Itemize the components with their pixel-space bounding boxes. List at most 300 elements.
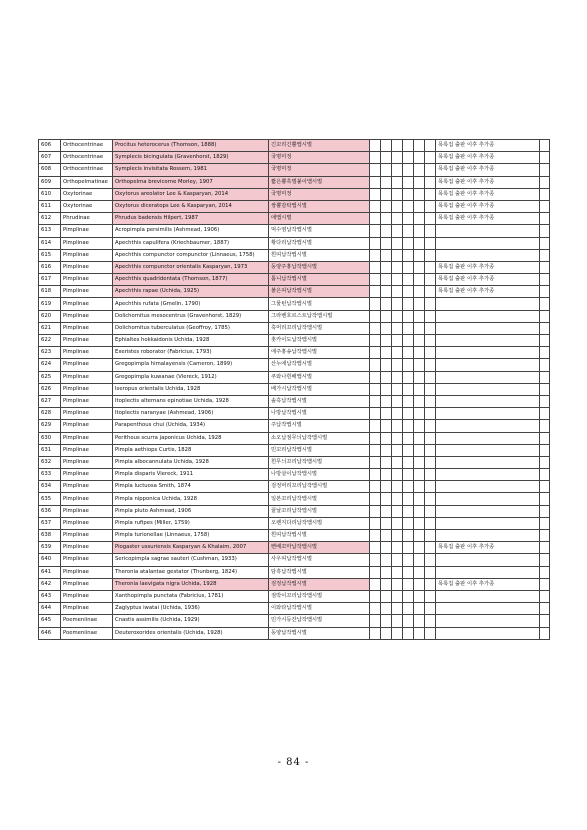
scientific-name-cell: Gregopimpla kuwanae (Viereck, 1912) <box>113 371 269 383</box>
note-cell <box>436 469 540 481</box>
empty-cell <box>425 310 436 322</box>
empty-cell <box>381 249 392 261</box>
korean-name-cell: 국명미정 <box>269 188 370 200</box>
empty-cell <box>540 420 550 432</box>
empty-cell <box>381 493 392 505</box>
note-cell <box>436 530 540 542</box>
note-cell <box>436 615 540 627</box>
empty-cell <box>414 469 425 481</box>
subfamily-cell: Pimplinae <box>61 347 113 359</box>
subfamily-cell: Poemeniinae <box>61 627 113 639</box>
empty-cell <box>425 590 436 602</box>
note-cell: 목록집 출판 이후 추가종 <box>436 261 540 273</box>
empty-cell <box>540 542 550 554</box>
empty-cell <box>381 530 392 542</box>
empty-cell <box>540 200 550 212</box>
empty-cell <box>392 188 403 200</box>
subfamily-cell: Pimplinae <box>61 335 113 347</box>
table-row <box>39 200 550 212</box>
row-number: 616 <box>39 261 61 273</box>
note-cell: 목록집 출판 이후 추가종 <box>436 274 540 286</box>
scientific-name-cell: Apechthis quadridentata (Thomson, 1877) <box>113 274 269 286</box>
note-cell <box>436 444 540 456</box>
empty-cell <box>414 225 425 237</box>
korean-name-cell: 사우띠납작맵시벌 <box>269 554 370 566</box>
empty-cell <box>392 371 403 383</box>
empty-cell <box>392 432 403 444</box>
table-row <box>39 493 550 505</box>
row-number: 634 <box>39 481 61 493</box>
scientific-name-cell: Itoplectis alternans epinotiae Uchida, 1928 <box>113 395 269 407</box>
empty-cell <box>403 359 414 371</box>
empty-cell <box>381 481 392 493</box>
empty-cell <box>370 444 381 456</box>
note-cell <box>436 505 540 517</box>
note-cell <box>436 420 540 432</box>
korean-name-cell: 붉은띠납작맵시벌 <box>269 286 370 298</box>
korean-name-cell: 쌍뿔감탁맵시벌 <box>269 200 370 212</box>
table-row <box>39 517 550 529</box>
empty-cell <box>381 542 392 554</box>
note-cell <box>436 432 540 444</box>
empty-cell <box>392 359 403 371</box>
subfamily-cell: Pimplinae <box>61 261 113 273</box>
note-cell <box>436 371 540 383</box>
empty-cell <box>392 395 403 407</box>
empty-cell <box>414 456 425 468</box>
empty-cell <box>381 505 392 517</box>
scientific-name-cell: Apechthis capulifera (Kriechbaumer, 1887) <box>113 237 269 249</box>
empty-cell <box>540 469 550 481</box>
table-row <box>39 420 550 432</box>
empty-cell <box>540 517 550 529</box>
empty-cell <box>381 237 392 249</box>
subfamily-cell: Pimplinae <box>61 286 113 298</box>
empty-cell <box>414 322 425 334</box>
korean-name-cell: 톱니납작맵시벌 <box>269 274 370 286</box>
korean-name-cell: 동양주홍납작맵시벌 <box>269 261 370 273</box>
scientific-name-cell: Sericopimpla sagrae sauteri (Cushman, 1933) <box>113 554 269 566</box>
scientific-name-cell: Pimpla luctuosa Smith, 1874 <box>113 481 269 493</box>
empty-cell <box>540 347 550 359</box>
empty-cell <box>425 530 436 542</box>
empty-cell <box>392 213 403 225</box>
scientific-name-cell: Oxytorus diceratops Lee & Kasparyan, 2014 <box>113 200 269 212</box>
scientific-name-cell: Phrudus badensis Hilpert, 1987 <box>113 213 269 225</box>
scientific-name-cell: Apechthis compunctor orientalis Kasparyan, 1973 <box>113 261 269 273</box>
table-row <box>39 249 550 261</box>
empty-cell <box>540 359 550 371</box>
empty-cell <box>540 566 550 578</box>
korean-name-cell: 일본꼬리납작맵시벌 <box>269 493 370 505</box>
empty-cell <box>425 408 436 420</box>
empty-cell <box>414 164 425 176</box>
empty-cell <box>540 176 550 188</box>
empty-cell <box>425 554 436 566</box>
row-number: 619 <box>39 298 61 310</box>
korean-name-cell: 애맵시벌 <box>269 213 370 225</box>
row-number: 612 <box>39 213 61 225</box>
empty-cell <box>381 371 392 383</box>
empty-cell <box>540 371 550 383</box>
korean-name-cell: 짧은뿔혹벌붙이맵시벌 <box>269 176 370 188</box>
korean-name-cell: 배가시납작맵시벌 <box>269 383 370 395</box>
empty-cell <box>392 164 403 176</box>
empty-cell <box>540 188 550 200</box>
page-number: - 84 - <box>277 757 310 768</box>
note-cell <box>436 627 540 639</box>
empty-cell <box>425 225 436 237</box>
empty-cell <box>425 615 436 627</box>
table-row <box>39 615 550 627</box>
empty-cell <box>403 286 414 298</box>
empty-cell <box>381 554 392 566</box>
empty-cell <box>381 444 392 456</box>
empty-cell <box>540 456 550 468</box>
scientific-name-cell: Itoplectis naranyae (Ashmead, 1906) <box>113 408 269 420</box>
table-row <box>39 590 550 602</box>
korean-name-cell: 검정납작맵시벌 <box>269 578 370 590</box>
empty-cell <box>370 542 381 554</box>
subfamily-cell: Pimplinae <box>61 274 113 286</box>
empty-cell <box>414 444 425 456</box>
note-cell: 목록집 출판 이후 추가종 <box>436 542 540 554</box>
empty-cell <box>381 408 392 420</box>
row-number: 631 <box>39 444 61 456</box>
row-number: 629 <box>39 420 61 432</box>
empty-cell <box>414 237 425 249</box>
empty-cell <box>540 505 550 517</box>
empty-cell <box>425 298 436 310</box>
empty-cell <box>403 408 414 420</box>
table-row <box>39 274 550 286</box>
note-cell: 목록집 출판 이후 추가종 <box>436 200 540 212</box>
empty-cell <box>414 627 425 639</box>
empty-cell <box>370 615 381 627</box>
scientific-name-cell: Dolichomitus tuberculatus (Geoffroy, 1785) <box>113 322 269 334</box>
subfamily-cell: Pimplinae <box>61 371 113 383</box>
subfamily-cell: Orthocentrinae <box>61 140 113 152</box>
empty-cell <box>414 530 425 542</box>
empty-cell <box>392 335 403 347</box>
empty-cell <box>392 261 403 273</box>
row-number: 622 <box>39 335 61 347</box>
scientific-name-cell: Exeristes roborator (Fabricius, 1793) <box>113 347 269 359</box>
empty-cell <box>540 408 550 420</box>
scientific-name-cell: Pimpla disparis Viereck, 1911 <box>113 469 269 481</box>
row-number: 632 <box>39 456 61 468</box>
subfamily-cell: Pimplinae <box>61 432 113 444</box>
empty-cell <box>370 578 381 590</box>
korean-name-cell: 국명미정 <box>269 152 370 164</box>
empty-cell <box>425 456 436 468</box>
empty-cell <box>540 298 550 310</box>
empty-cell <box>403 188 414 200</box>
subfamily-cell: Pimplinae <box>61 493 113 505</box>
empty-cell <box>403 627 414 639</box>
empty-cell <box>381 176 392 188</box>
scientific-name-cell: Dolichomitus mesocentrus (Gravenhorst, 1829) <box>113 310 269 322</box>
empty-cell <box>403 249 414 261</box>
empty-cell <box>403 200 414 212</box>
note-cell <box>436 481 540 493</box>
table-row <box>39 554 550 566</box>
empty-cell <box>370 469 381 481</box>
row-number: 641 <box>39 566 61 578</box>
korean-name-cell: 흰무늬꼬리납작맵시벌 <box>269 456 370 468</box>
subfamily-cell: Poemeniinae <box>61 615 113 627</box>
row-number: 630 <box>39 432 61 444</box>
empty-cell <box>414 493 425 505</box>
korean-name-cell: 동양납작맵시벌 <box>269 627 370 639</box>
empty-cell <box>414 481 425 493</box>
species-table <box>38 139 550 640</box>
empty-cell <box>414 310 425 322</box>
empty-cell <box>370 225 381 237</box>
empty-cell <box>403 420 414 432</box>
empty-cell <box>414 152 425 164</box>
empty-cell <box>425 140 436 152</box>
empty-cell <box>425 371 436 383</box>
empty-cell <box>425 335 436 347</box>
scientific-name-cell: Iseropus orientalis Uchida, 1928 <box>113 383 269 395</box>
note-cell <box>436 554 540 566</box>
empty-cell <box>403 298 414 310</box>
empty-cell <box>381 347 392 359</box>
empty-cell <box>540 261 550 273</box>
empty-cell <box>392 176 403 188</box>
row-number: 625 <box>39 371 61 383</box>
note-cell <box>436 249 540 261</box>
korean-name-cell: 흰띠납작맵시벌 <box>269 249 370 261</box>
subfamily-cell: Oxytorinae <box>61 200 113 212</box>
note-cell <box>436 298 540 310</box>
empty-cell <box>414 286 425 298</box>
row-number: 615 <box>39 249 61 261</box>
empty-cell <box>540 444 550 456</box>
table-row <box>39 456 550 468</box>
row-number: 624 <box>39 359 61 371</box>
korean-name-cell: 담흑납작맵시벌 <box>269 566 370 578</box>
empty-cell <box>370 420 381 432</box>
empty-cell <box>425 176 436 188</box>
empty-cell <box>392 615 403 627</box>
korean-name-cell: 꿀날꼬리납작맵시벌 <box>269 505 370 517</box>
empty-cell <box>403 152 414 164</box>
table-row <box>39 237 550 249</box>
scientific-name-cell: Oxytorus areolator Lee & Kasparyan, 2014 <box>113 188 269 200</box>
note-cell: 목록집 출판 이후 추가종 <box>436 176 540 188</box>
empty-cell <box>370 566 381 578</box>
empty-cell <box>425 359 436 371</box>
row-number: 627 <box>39 395 61 407</box>
empty-cell <box>425 249 436 261</box>
empty-cell <box>425 274 436 286</box>
table-row <box>39 566 550 578</box>
empty-cell <box>425 347 436 359</box>
korean-name-cell: 흰띠납작맵시벌 <box>269 530 370 542</box>
row-number: 639 <box>39 542 61 554</box>
row-number: 618 <box>39 286 61 298</box>
empty-cell <box>403 542 414 554</box>
note-cell <box>436 310 540 322</box>
row-number: 628 <box>39 408 61 420</box>
empty-cell <box>414 603 425 615</box>
empty-cell <box>403 383 414 395</box>
empty-cell <box>370 322 381 334</box>
empty-cell <box>403 578 414 590</box>
empty-cell <box>425 469 436 481</box>
subfamily-cell: Pimplinae <box>61 530 113 542</box>
note-cell <box>436 395 540 407</box>
korean-name-cell: 황다리납작맵시벌 <box>269 237 370 249</box>
empty-cell <box>392 408 403 420</box>
empty-cell <box>425 493 436 505</box>
empty-cell <box>403 164 414 176</box>
row-number: 623 <box>39 347 61 359</box>
empty-cell <box>414 200 425 212</box>
empty-cell <box>414 420 425 432</box>
table-row <box>39 603 550 615</box>
subfamily-cell: Pimplinae <box>61 590 113 602</box>
empty-cell <box>414 274 425 286</box>
note-cell <box>436 603 540 615</box>
subfamily-cell: Pimplinae <box>61 249 113 261</box>
empty-cell <box>425 152 436 164</box>
row-number: 644 <box>39 603 61 615</box>
empty-cell <box>403 456 414 468</box>
empty-cell <box>414 517 425 529</box>
empty-cell <box>370 335 381 347</box>
table-row <box>39 225 550 237</box>
row-number: 621 <box>39 322 61 334</box>
empty-cell <box>414 335 425 347</box>
empty-cell <box>403 432 414 444</box>
empty-cell <box>425 542 436 554</box>
empty-cell <box>381 603 392 615</box>
note-cell: 목록집 출판 이후 추가종 <box>436 188 540 200</box>
empty-cell <box>414 554 425 566</box>
table-row <box>39 469 550 481</box>
subfamily-cell: Pimplinae <box>61 456 113 468</box>
empty-cell <box>414 261 425 273</box>
empty-cell <box>370 347 381 359</box>
empty-cell <box>370 432 381 444</box>
empty-cell <box>392 298 403 310</box>
empty-cell <box>392 456 403 468</box>
empty-cell <box>381 152 392 164</box>
empty-cell <box>425 603 436 615</box>
empty-cell <box>381 261 392 273</box>
empty-cell <box>392 310 403 322</box>
table-row <box>39 371 550 383</box>
empty-cell <box>392 347 403 359</box>
table-row <box>39 188 550 200</box>
note-cell: 목록집 출판 이후 추가종 <box>436 578 540 590</box>
empty-cell <box>370 310 381 322</box>
empty-cell <box>370 481 381 493</box>
empty-cell <box>540 225 550 237</box>
empty-cell <box>540 237 550 249</box>
empty-cell <box>392 566 403 578</box>
empty-cell <box>370 188 381 200</box>
scientific-name-cell: Theronia atalantae gestator (Thunberg, 1824) <box>113 566 269 578</box>
korean-name-cell: 홋카이도납작맵시벌 <box>269 335 370 347</box>
korean-name-cell: 이와타납작맵시벌 <box>269 603 370 615</box>
row-number: 645 <box>39 615 61 627</box>
note-cell <box>436 237 540 249</box>
note-cell: 목록집 출판 이후 추가종 <box>436 286 540 298</box>
empty-cell <box>540 627 550 639</box>
korean-name-cell: 나방살이납작맵시벌 <box>269 469 370 481</box>
empty-cell <box>403 530 414 542</box>
empty-cell <box>425 420 436 432</box>
subfamily-cell: Pimplinae <box>61 322 113 334</box>
empty-cell <box>540 164 550 176</box>
scientific-name-cell: Ephialtes hokkaidonis Uchida, 1928 <box>113 335 269 347</box>
empty-cell <box>425 261 436 273</box>
empty-cell <box>403 176 414 188</box>
table-row <box>39 347 550 359</box>
empty-cell <box>540 603 550 615</box>
scientific-name-cell: Deuteroxorides orientalis (Uchida, 1928) <box>113 627 269 639</box>
empty-cell <box>414 432 425 444</box>
note-cell: 목록집 출판 이후 추가종 <box>436 140 540 152</box>
note-cell <box>436 383 540 395</box>
empty-cell <box>403 213 414 225</box>
empty-cell <box>414 176 425 188</box>
empty-cell <box>381 469 392 481</box>
empty-cell <box>403 481 414 493</box>
scientific-name-cell: Zaglyptus iwatai (Uchida, 1936) <box>113 603 269 615</box>
empty-cell <box>403 310 414 322</box>
empty-cell <box>425 188 436 200</box>
scientific-name-cell: Gregopimpla himalayensis (Cameron, 1899) <box>113 359 269 371</box>
empty-cell <box>392 578 403 590</box>
empty-cell <box>381 420 392 432</box>
korean-name-cell: 쿠와나흰배맵시벌 <box>269 371 370 383</box>
empty-cell <box>403 566 414 578</box>
empty-cell <box>392 249 403 261</box>
table-row <box>39 578 550 590</box>
table-row <box>39 261 550 273</box>
empty-cell <box>425 578 436 590</box>
scientific-name-cell: Symplecis bicingulata (Gravenhorst, 1829) <box>113 152 269 164</box>
subfamily-cell: Pimplinae <box>61 310 113 322</box>
subfamily-cell: Pimplinae <box>61 517 113 529</box>
empty-cell <box>403 335 414 347</box>
empty-cell <box>381 164 392 176</box>
empty-cell <box>370 152 381 164</box>
empty-cell <box>540 322 550 334</box>
empty-cell <box>414 371 425 383</box>
empty-cell <box>381 566 392 578</box>
empty-cell <box>381 517 392 529</box>
empty-cell <box>425 164 436 176</box>
note-cell: 목록집 출판 이후 추가종 <box>436 152 540 164</box>
scientific-name-cell: Pimpla turionellae (Linnaeus, 1758) <box>113 530 269 542</box>
row-number: 617 <box>39 274 61 286</box>
empty-cell <box>414 213 425 225</box>
subfamily-cell: Pimplinae <box>61 505 113 517</box>
empty-cell <box>370 371 381 383</box>
empty-cell <box>392 590 403 602</box>
korean-name-cell: 소오납점무늬납작맵시벌 <box>269 432 370 444</box>
empty-cell <box>381 322 392 334</box>
table-row <box>39 213 550 225</box>
row-number: 635 <box>39 493 61 505</box>
subfamily-cell: Pimplinae <box>61 383 113 395</box>
